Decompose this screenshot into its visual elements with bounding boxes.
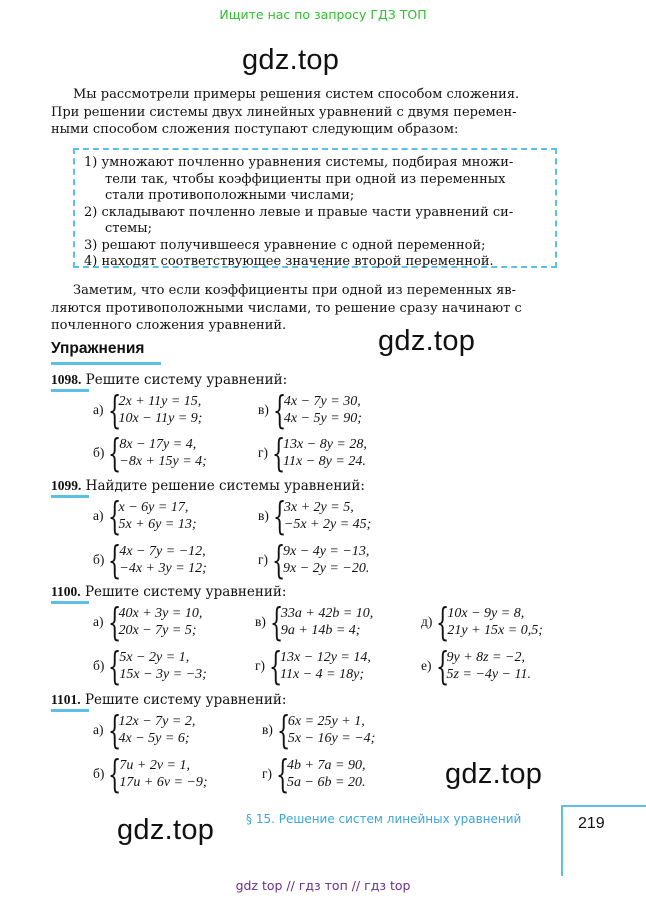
exercise-item xyxy=(258,388,362,432)
equation: 11x − 8y = 24. xyxy=(283,454,366,469)
equation: 5x + 6y = 13; xyxy=(118,517,197,532)
exercise-item xyxy=(93,708,196,752)
equation: 8x − 17y = 4, xyxy=(119,437,197,452)
equation: x − 6y = 17, xyxy=(118,500,189,515)
item-label: в) xyxy=(255,614,266,629)
system-brace: { xyxy=(269,600,284,644)
item-label: г) xyxy=(255,658,266,673)
equation: 20x − 7y = 5; xyxy=(118,623,197,638)
exercise-item xyxy=(258,494,372,538)
intro-line: Мы рассмотрели примеры решения систем способом сложения. xyxy=(73,87,520,102)
equation: 4x − 7y = −12, xyxy=(119,544,206,559)
equation: 9x − 4y = −13, xyxy=(283,544,370,559)
item-label: б) xyxy=(93,445,105,460)
system-brace: { xyxy=(272,538,286,582)
footer-rule xyxy=(561,805,646,807)
item-label: б) xyxy=(93,658,105,673)
exercise-item xyxy=(93,494,197,538)
exercise-number: 1100. xyxy=(51,584,81,599)
equation: 9a + 14b = 4; xyxy=(280,623,361,638)
equation: 33a + 42b = 10, xyxy=(280,606,374,621)
exercise-item xyxy=(93,431,207,475)
equation: 6x = 25y + 1, xyxy=(287,714,365,729)
system-brace: { xyxy=(107,494,121,538)
exercise-underline xyxy=(51,389,89,392)
exercise-task: Решите систему уравнений: xyxy=(85,372,288,388)
exercise-item xyxy=(258,431,367,475)
item-label: д) xyxy=(421,614,433,629)
intro-line: При решении системы двух линейных уравнений с двумя перемен- xyxy=(51,104,517,120)
step-line: 4) находят соответствующее значение второй переменной. xyxy=(84,254,494,269)
equation: 10x − 11y = 9; xyxy=(118,411,203,426)
equation: 4x − 7y = 30, xyxy=(283,394,361,409)
intro-line: ными способом сложения поступают следующим образом: xyxy=(51,122,459,137)
system-brace: { xyxy=(436,600,450,644)
exercise-item xyxy=(421,644,531,688)
item-label: е) xyxy=(421,658,432,673)
watermark-top: gdz.top xyxy=(242,44,340,76)
intro-paragraph xyxy=(51,86,561,139)
item-label: г) xyxy=(262,766,273,781)
equation: 9x − 2y = −20. xyxy=(283,561,370,576)
exercise-task: Найдите решение системы уравнений: xyxy=(85,478,365,494)
note-line: Заметим, что если коэффициенты при одной из переменных яв- xyxy=(73,283,516,298)
section-title: Упражнения xyxy=(51,340,145,357)
equation: 4x − 5y = 6; xyxy=(118,731,190,746)
system-brace: { xyxy=(272,494,287,538)
item-label: б) xyxy=(93,552,105,567)
item-label: а) xyxy=(93,402,104,417)
footer-section-title: § 15. Решение систем линейных уравнений xyxy=(246,812,522,826)
item-label: в) xyxy=(258,402,269,417)
equation: 12x − 7y = 2, xyxy=(118,714,196,729)
watermark-middle: gdz.top xyxy=(378,325,476,357)
system-brace: { xyxy=(272,431,286,475)
system-brace: { xyxy=(107,600,121,644)
step-line: 1) умножают почленно уравнения системы, подбирая множи- xyxy=(84,155,514,170)
equation: −4x + 3y = 12; xyxy=(119,561,207,576)
exercise-item xyxy=(93,644,207,688)
note-paragraph xyxy=(51,282,561,335)
equation: 5a − 6b = 20. xyxy=(287,775,366,790)
exercise-header xyxy=(51,478,365,494)
exercise-underline xyxy=(51,709,89,712)
system-brace: { xyxy=(269,644,283,688)
item-label: г) xyxy=(258,445,269,460)
equation: 5x − 16y = −4; xyxy=(287,731,376,746)
watermark-bottom: gdz.top xyxy=(117,814,215,846)
system-brace: { xyxy=(108,431,122,475)
equation: 11x − 4 = 18y; xyxy=(280,667,364,682)
item-label: в) xyxy=(262,722,273,737)
exercise-item xyxy=(258,538,370,582)
equation: 7u + 2v = 1, xyxy=(119,758,190,773)
exercise-task: Решите систему уравнений: xyxy=(84,692,287,708)
top-banner: Ищите нас по запросу ГДЗ ТОП xyxy=(219,7,427,22)
exercise-header xyxy=(51,372,287,388)
exercise-task: Решите систему уравнений: xyxy=(84,584,287,600)
equation: 4x − 5y = 90; xyxy=(283,411,362,426)
note-line: почленного сложения уравнений. xyxy=(51,318,287,333)
step-line: 2) складывают почленно левые и правые части уравнений си- xyxy=(84,204,514,220)
step-line: стемы; xyxy=(105,221,153,236)
system-brace: { xyxy=(276,708,291,752)
system-brace: { xyxy=(276,752,290,796)
equation: 3x + 2y = 5, xyxy=(283,500,354,515)
equation: −5x + 2y = 45; xyxy=(283,517,372,532)
exercise-item xyxy=(255,644,371,688)
exercise-underline xyxy=(51,495,89,498)
item-label: б) xyxy=(93,766,105,781)
item-label: г) xyxy=(258,552,269,567)
equation: 21y + 15x = 0,5; xyxy=(447,623,543,638)
exercise-underline xyxy=(51,601,89,604)
equation: 40x + 3y = 10, xyxy=(118,606,203,621)
system-brace: { xyxy=(108,752,122,796)
equation: 10x − 9y = 8, xyxy=(447,606,525,621)
bottom-banner: gdz top // гдз топ // гдз top xyxy=(235,878,411,893)
equation: 17u + 6v = −9; xyxy=(119,775,208,790)
exercise-item xyxy=(93,600,203,644)
system-brace: { xyxy=(107,708,121,752)
exercise-item xyxy=(255,600,374,644)
equation: 9y + 8z = −2, xyxy=(446,650,526,665)
step-line: стали противоположными числами; xyxy=(105,188,355,203)
algorithm-steps xyxy=(84,155,546,271)
exercise-item xyxy=(262,708,376,752)
step-line: 3) решают получившееся уравнение с одной переменной; xyxy=(84,237,486,253)
exercise-number: 1099. xyxy=(51,478,82,493)
equation: 2x + 11y = 15, xyxy=(118,394,202,409)
exercise-item xyxy=(93,388,203,432)
system-brace: { xyxy=(272,388,287,432)
exercise-item xyxy=(93,538,207,582)
system-brace: { xyxy=(108,644,122,688)
system-brace: { xyxy=(107,388,121,432)
footer-divider xyxy=(561,805,563,876)
item-label: а) xyxy=(93,614,104,629)
step-line: тели так, чтобы коэффициенты при одной из переменных xyxy=(105,171,506,187)
equation: 13x − 12y = 14, xyxy=(280,650,371,665)
exercise-header xyxy=(51,692,286,708)
system-brace: { xyxy=(435,644,449,688)
equation: −8x + 15y = 4; xyxy=(119,454,207,469)
exercise-number: 1101. xyxy=(51,692,81,707)
watermark-right: gdz.top xyxy=(445,758,543,790)
item-label: а) xyxy=(93,508,104,523)
system-brace: { xyxy=(108,538,122,582)
exercise-item xyxy=(262,752,366,796)
item-label: в) xyxy=(258,508,269,523)
page-number: 219 xyxy=(578,815,605,832)
exercise-item xyxy=(421,600,543,644)
note-line: ляются противоположными числами, то решение сразу начинают с xyxy=(51,300,522,316)
equation: 5x − 2y = 1, xyxy=(119,650,190,665)
section-underline xyxy=(51,362,161,365)
exercise-number: 1098. xyxy=(51,372,82,387)
exercise-item xyxy=(93,752,208,796)
item-label: а) xyxy=(93,722,104,737)
equation: 13x − 8y = 28, xyxy=(283,437,367,452)
exercise-header xyxy=(51,584,286,600)
equation: 4b + 7a = 90, xyxy=(287,758,366,773)
equation: 15x − 3y = −3; xyxy=(119,667,207,682)
equation: 5z = −4y − 11. xyxy=(446,667,531,682)
